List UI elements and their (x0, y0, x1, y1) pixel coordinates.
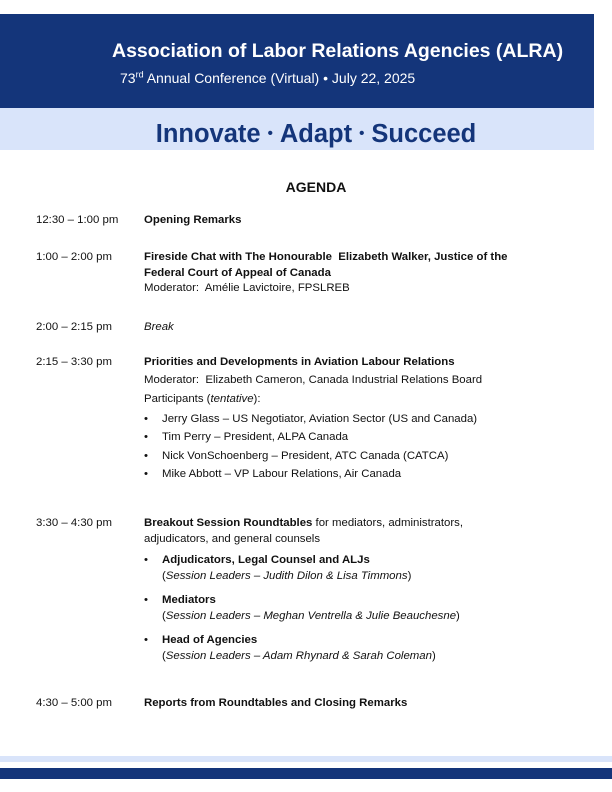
session-leaders: Session Leaders – Adam Rhynard & Sarah Coleman (165, 649, 432, 662)
footer-divider-dark (0, 768, 612, 779)
tagline (0, 120, 612, 149)
tagline-word-innovate: Innovate (155, 120, 261, 148)
agenda-moderator: Moderator: Elizabeth Cameron, Canada Industrial Relations Board (144, 373, 483, 386)
participants-label (144, 392, 564, 408)
breakout-description: for mediators, administrators, (312, 517, 464, 529)
list-item (144, 553, 564, 584)
list-item (144, 633, 564, 664)
agenda-session-title: Reports from Roundtables and Closing Remarks (144, 697, 408, 709)
agenda-session-title: Breakout Session Roundtables (144, 517, 313, 529)
tagline-separator: • (359, 125, 365, 142)
breakout-groups-list (144, 553, 564, 664)
list-item (144, 593, 564, 624)
list-item (144, 449, 564, 465)
session-leaders: Session Leaders – Judith Dilon & Lisa Timmons (165, 569, 408, 582)
breakout-group-name: • Mediators (162, 594, 216, 606)
list-item (144, 412, 564, 428)
participants-suffix: ): (253, 393, 261, 405)
conference-date: July 22, 2025 (331, 70, 416, 86)
agenda-time: 2:00 – 2:15 pm (36, 321, 112, 333)
agenda-time: 12:30 – 1:00 pm (36, 214, 119, 226)
conference-subtitle (120, 70, 415, 86)
breakout-group-name: • Head of Agencies (162, 634, 258, 646)
conference-ordinal-suffix: rd (135, 69, 144, 80)
conference-organization-title: Association of Labor Relations Agencies (ALRA) (112, 40, 564, 62)
agenda-session-title: Priorities and Developments in Aviation Labour Relations (144, 356, 455, 368)
agenda-moderator: Moderator: Amélie Lavictoire, FPSLREB (144, 282, 350, 294)
participant-name: Mike Abbott – VP Labour Relations, Air Canada (162, 468, 402, 480)
agenda-time: 1:00 – 2:00 pm (36, 251, 112, 263)
breakout-group-leaders: (Session Leaders – Judith Dilon & Lisa Timmons) (162, 569, 412, 582)
breakout-group-leaders: (Session Leaders – Adam Rhynard & Sarah Coleman) (162, 649, 436, 662)
breakout-group-name: • Adjudicators, Legal Counsel and ALJs (162, 554, 370, 566)
agenda-session-title-cont: Federal Court of Appeal of Canada (144, 266, 331, 279)
participants-prefix: Participants ( (144, 393, 211, 405)
agenda-heading: AGENDA (285, 179, 347, 195)
participant-name: Nick VonSchoenberg – President, ATC Canada (CATCA) (162, 449, 449, 462)
breakout-heading (144, 516, 564, 532)
tagline-word-adapt: Adapt (279, 120, 353, 148)
agenda-time: 3:30 – 4:30 pm (36, 517, 112, 529)
footer-divider-light (0, 756, 612, 762)
agenda-time: 2:15 – 3:30 pm (36, 356, 112, 368)
participant-name: Tim Perry – President, ALPA Canada (162, 431, 349, 443)
session-leaders: Session Leaders – Meghan Ventrella & Julie Beauchesne (165, 609, 457, 622)
conference-type: Annual Conference (Virtual) (146, 70, 320, 86)
agenda-session-title: Fireside Chat with The Honourable Elizabeth Walker, Justice of the (144, 251, 508, 263)
breakout-description-cont: adjudicators, and general counsels (144, 532, 321, 545)
agenda-session-title: Opening Remarks (144, 214, 242, 226)
agenda-session-title: Break (144, 321, 174, 333)
participants-note: tentative (210, 393, 254, 405)
participant-name: Jerry Glass – US Negotiator, Aviation Sector (US and Canada) (162, 412, 478, 425)
tagline-separator: • (267, 125, 273, 142)
tagline-word-succeed: Succeed (371, 120, 477, 148)
list-item (144, 430, 564, 446)
conference-ordinal-number: 73 (120, 70, 136, 86)
participants-list (144, 412, 564, 483)
agenda-time: 4:30 – 5:00 pm (36, 697, 112, 709)
subtitle-separator: • (323, 70, 329, 86)
breakout-group-leaders: (Session Leaders – Meghan Ventrella & Julie Beauchesne) (162, 609, 460, 622)
list-item (144, 467, 564, 483)
